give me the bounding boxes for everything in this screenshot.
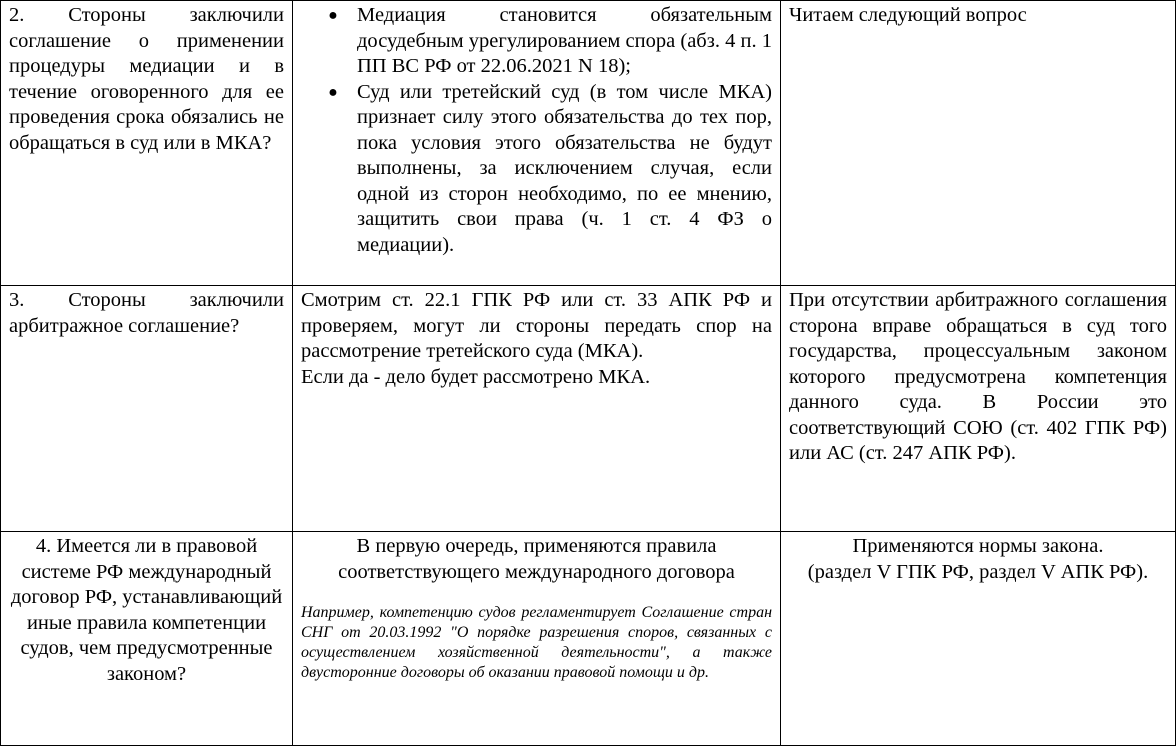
bullet-text: Медиация становится обязательным досудебным урегулированием спора (абз. 4 п. 1 ПП ВС РФ от 22.06.2021 N 18); bbox=[357, 4, 772, 77]
bullet-dot-icon: ● bbox=[328, 7, 338, 24]
answer-text: В первую очередь, применяются правила соответствующего международного договора bbox=[338, 535, 735, 583]
table-row bbox=[1, 1, 1176, 286]
table-row bbox=[1, 286, 1176, 532]
list-item bbox=[328, 80, 772, 259]
bullet-dot-icon: ● bbox=[328, 83, 338, 101]
question-cell bbox=[1, 286, 293, 532]
question-cell bbox=[1, 1, 293, 286]
result-text: При отсутствии арбитражного соглашения сторона вправе обращаться в суд того государства, процессуальным законом которого предусмотрена компетенция данного суда. В России это соответствующий СОЮ (ст. 402 ГПК РФ) или АС (ст. 247 АПК РФ). bbox=[789, 289, 1167, 464]
answer-bullet-list bbox=[301, 3, 772, 258]
result-cell bbox=[781, 532, 1176, 746]
question-cell bbox=[1, 532, 293, 746]
question-text: 4. Имеется ли в правовой системе РФ международный договор РФ, устанавливающий иные правила компетенции судов, чем предусмотренные законом? bbox=[10, 535, 283, 685]
bullet-text: Суд или третейский суд (в том числе МКА) признает силу этого обязательства до тех пор, пока условия этого обязательства не будут выполнены, за исключением случая, если одной из сторон необходимо, по ее мнению, защитить свои права (ч. 1 ст. 4 ФЗ о медиации). bbox=[357, 80, 772, 256]
list-item bbox=[328, 3, 772, 80]
question-text: 2. Стороны заключили соглашение о применении процедуры медиации и в течение оговоренного для ее проведения срока обязались не обращаться в суд или в МКА? bbox=[9, 4, 284, 154]
example-note: Например, компетенцию судов регламентирует Соглашение стран СНГ от 20.03.1992 "О порядке разрешения споров, связанных с осуществлением хозяйственной деятельности", а также двусторонние договоры об оказании правовой помощи и др. bbox=[301, 604, 772, 681]
table-row bbox=[1, 532, 1176, 746]
result-cell bbox=[781, 286, 1176, 532]
answer-cell bbox=[293, 1, 781, 286]
result-text: (раздел V ГПК РФ, раздел V АПК РФ). bbox=[807, 560, 1149, 583]
result-cell bbox=[781, 1, 1176, 286]
result-text: Читаем следующий вопрос bbox=[789, 4, 1027, 26]
result-text: Применяются нормы закона. bbox=[852, 535, 1104, 557]
answer-text: Смотрим ст. 22.1 ГПК РФ или ст. 33 АПК РФ и проверяем, могут ли стороны передать спор на рассмотрение третейского суда (МКА). bbox=[301, 289, 772, 362]
answer-cell bbox=[293, 532, 781, 746]
answer-cell bbox=[293, 286, 781, 532]
answer-text: Если да - дело будет рассмотрено МКА. bbox=[301, 365, 651, 388]
question-text: 3. Стороны заключили арбитражное соглашение? bbox=[9, 289, 284, 337]
